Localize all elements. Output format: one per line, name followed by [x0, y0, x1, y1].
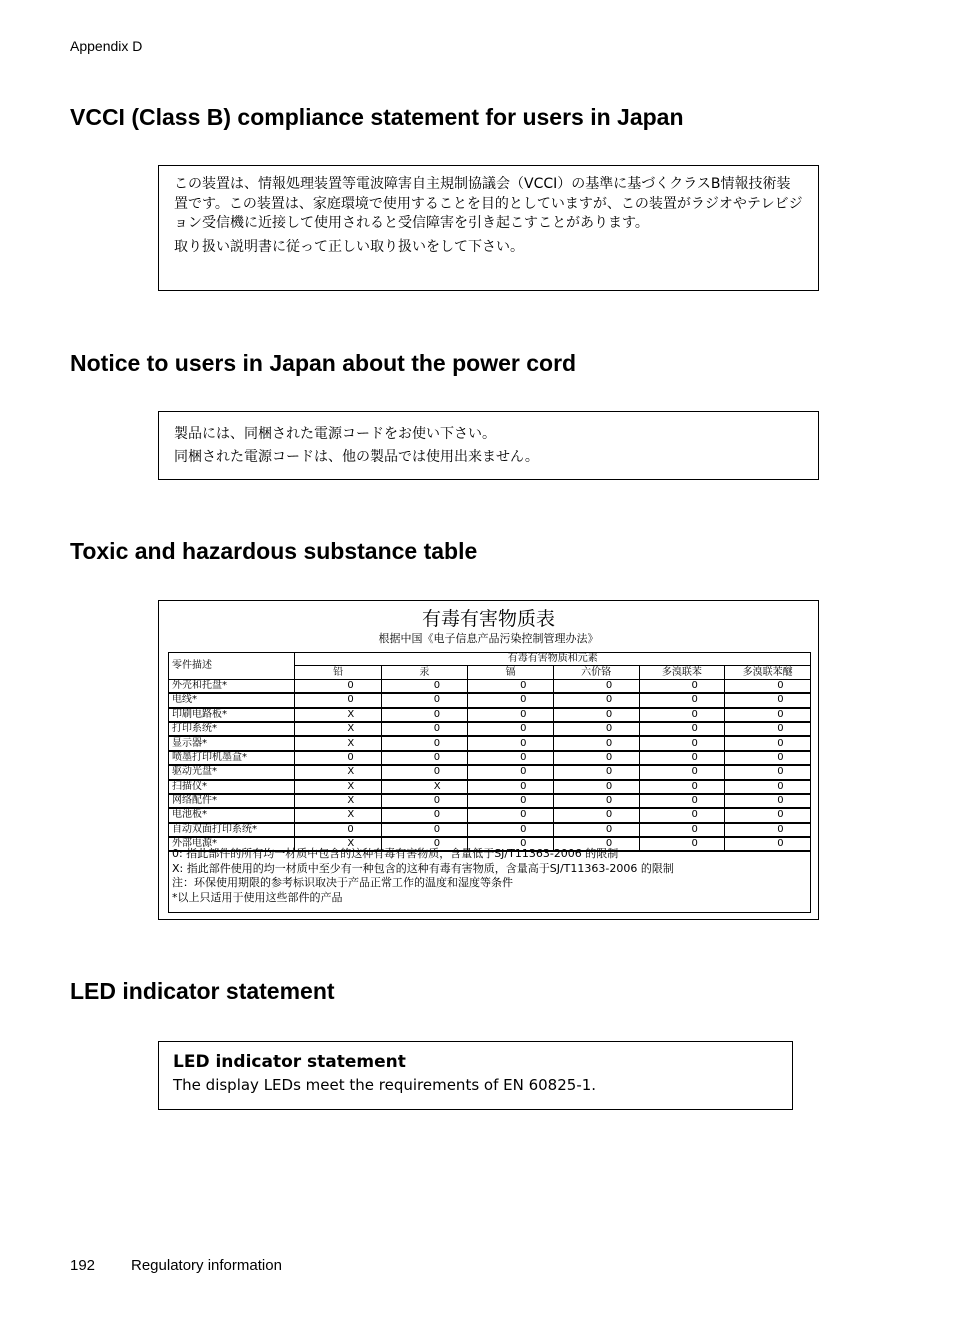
part-name: 显示器* — [169, 736, 295, 750]
footer-section: Regulatory information — [131, 1257, 282, 1274]
vcci-statement-box — [158, 165, 819, 291]
cell-value: 0 — [468, 736, 554, 750]
cell-value: 0 — [381, 679, 467, 693]
cell-value: X — [295, 808, 381, 822]
power-cord-line-2: 同梱された電源コードは、他の製品では使用出来ません。 — [174, 449, 539, 465]
part-name: 外部电源* — [169, 837, 295, 851]
column-header: 汞 — [381, 666, 467, 679]
cell-value: 0 — [553, 808, 639, 822]
cell-value: 0 — [381, 794, 467, 808]
note-line: 0: 指此部件的所有均一材质中包含的这种有毒有害物质，含量低于SJ/T11363-2006 的限制 — [172, 847, 619, 860]
cell-value: 0 — [381, 751, 467, 765]
cell-value: 0 — [639, 751, 725, 765]
part-name: 打印系统* — [169, 722, 295, 736]
part-name: 外壳和托盘* — [169, 679, 295, 693]
cell-value: 0 — [295, 751, 381, 765]
cell-value: 0 — [639, 736, 725, 750]
table-row — [169, 794, 811, 808]
cell-value: 0 — [553, 722, 639, 736]
toxic-table-box — [158, 600, 819, 920]
cell-value: 0 — [725, 794, 811, 808]
vcci-paragraph-2: 取り扱い説明書に従って正しい取り扱いをして下さい。 — [174, 238, 524, 255]
vcci-paragraph-1: この装置は、情報処理装置等電波障害自主規制協議会（VCCI）の基準に基づくクラスB情報技術装置です。この装置は、家庭環境で使用することを目的としていますが、この装置がラジオやテレビジョン受信機に近接して使用されると受信障害を引き起こすことがあります。 — [174, 176, 803, 231]
table-row — [169, 693, 811, 707]
table-row — [169, 708, 811, 722]
cell-value: 0 — [381, 736, 467, 750]
cell-value: 0 — [725, 679, 811, 693]
part-name: 喷墨打印机墨盒* — [169, 751, 295, 765]
part-name: 电线* — [169, 693, 295, 707]
cell-value: 0 — [725, 765, 811, 779]
cell-value: 0 — [468, 708, 554, 722]
cell-value: 0 — [553, 708, 639, 722]
cell-value: X — [295, 736, 381, 750]
table-row — [169, 823, 811, 837]
cell-value: 0 — [725, 736, 811, 750]
cell-value: 0 — [639, 794, 725, 808]
cell-value: 0 — [639, 693, 725, 707]
cell-value: 0 — [381, 722, 467, 736]
toxic-substance-table — [168, 652, 811, 852]
cell-value: 0 — [639, 722, 725, 736]
cell-value: 0 — [639, 823, 725, 837]
cell-value: 0 — [639, 808, 725, 822]
table-row — [169, 679, 811, 693]
vcci-heading: VCCI (Class B) compliance statement for users in Japan — [70, 104, 684, 130]
column-group-header: 有毒有害物质和元素 — [295, 653, 811, 666]
cell-value: 0 — [553, 780, 639, 794]
column-header: 多溴联苯 — [639, 666, 725, 679]
note-line: X: 指此部件使用的均一材质中至少有一种包含的这种有毒有害物质，含量高于SJ/T11363-2006 的限制 — [172, 861, 674, 875]
toxic-table-body — [169, 679, 811, 851]
table-row — [169, 765, 811, 779]
cell-value: 0 — [381, 765, 467, 779]
part-name: 印刷电路板* — [169, 708, 295, 722]
toxic-table-subtitle: 根据中国《电子信息产品污染控制管理办法》 — [378, 632, 599, 645]
cell-value: X — [295, 780, 381, 794]
cell-value: 0 — [381, 693, 467, 707]
cell-value: 0 — [639, 780, 725, 794]
led-statement-box — [158, 1041, 793, 1110]
cell-value: 0 — [468, 780, 554, 794]
cell-value: 0 — [725, 837, 811, 851]
led-heading: LED indicator statement — [70, 978, 335, 1004]
column-header: 多溴联苯醚 — [725, 666, 811, 679]
part-name: 自动双面打印系统* — [169, 823, 295, 837]
cell-value: X — [295, 722, 381, 736]
cell-value: 0 — [295, 679, 381, 693]
cell-value: 0 — [725, 751, 811, 765]
column-header-part: 零件描述 — [169, 653, 295, 680]
part-name: 扫描仪* — [169, 780, 295, 794]
cell-value: X — [295, 837, 381, 851]
cell-value: 0 — [553, 751, 639, 765]
cell-value: 0 — [295, 823, 381, 837]
power-cord-heading: Notice to users in Japan about the power cord — [70, 350, 577, 376]
toxic-table-notes — [168, 841, 811, 913]
cell-value: 0 — [381, 837, 467, 851]
part-name: 电池板* — [169, 808, 295, 822]
led-box-text: The display LEDs meet the requirements of EN 60825-1. — [173, 1076, 597, 1094]
cell-value: X — [295, 708, 381, 722]
cell-value: 0 — [381, 823, 467, 837]
cell-value: 0 — [295, 693, 381, 707]
column-header: 铅 — [295, 666, 381, 679]
cell-value: X — [381, 780, 467, 794]
cell-value: 0 — [553, 837, 639, 851]
cell-value: 0 — [639, 708, 725, 722]
table-row — [169, 722, 811, 736]
column-header: 镉 — [468, 666, 554, 679]
cell-value: 0 — [468, 808, 554, 822]
cell-value: 0 — [639, 679, 725, 693]
part-name: 网络配件* — [169, 794, 295, 808]
toxic-table-title: 有毒有害物质表 — [421, 608, 555, 630]
note-line: 注：环保使用期限的参考标识取决于产品正常工作的温度和湿度等条件 — [172, 876, 513, 889]
cell-value: X — [295, 765, 381, 779]
running-head: Appendix D — [70, 38, 143, 54]
cell-value: 0 — [381, 708, 467, 722]
cell-value: 0 — [553, 736, 639, 750]
table-row — [169, 751, 811, 765]
toxic-heading: Toxic and hazardous substance table — [70, 538, 478, 564]
led-box-title: LED indicator statement — [173, 1052, 406, 1072]
cell-value: 0 — [553, 794, 639, 808]
cell-value: X — [295, 794, 381, 808]
table-row — [169, 736, 811, 750]
cell-value: 0 — [725, 708, 811, 722]
table-row — [169, 780, 811, 794]
power-cord-box — [158, 411, 819, 480]
cell-value: 0 — [725, 808, 811, 822]
cell-value: 0 — [468, 794, 554, 808]
page-number: 192 — [70, 1257, 96, 1274]
cell-value: 0 — [468, 679, 554, 693]
cell-value: 0 — [725, 780, 811, 794]
cell-value: 0 — [468, 765, 554, 779]
cell-value: 0 — [468, 693, 554, 707]
cell-value: 0 — [725, 693, 811, 707]
power-cord-line-1: 製品には、同梱された電源コードをお使い下さい。 — [174, 426, 496, 442]
part-name: 驱动光盘* — [169, 765, 295, 779]
cell-value: 0 — [725, 722, 811, 736]
cell-value: 0 — [553, 693, 639, 707]
cell-value: 0 — [468, 751, 554, 765]
cell-value: 0 — [553, 823, 639, 837]
cell-value: 0 — [725, 823, 811, 837]
note-line: *以上只适用于使用这些部件的产品 — [172, 890, 343, 904]
cell-value: 0 — [639, 765, 725, 779]
cell-value: 0 — [468, 823, 554, 837]
cell-value: 0 — [639, 837, 725, 851]
column-header: 六价铬 — [553, 666, 639, 679]
cell-value: 0 — [468, 722, 554, 736]
cell-value: 0 — [468, 837, 554, 851]
table-row — [169, 808, 811, 822]
cell-value: 0 — [381, 808, 467, 822]
cell-value: 0 — [553, 765, 639, 779]
cell-value: 0 — [553, 679, 639, 693]
